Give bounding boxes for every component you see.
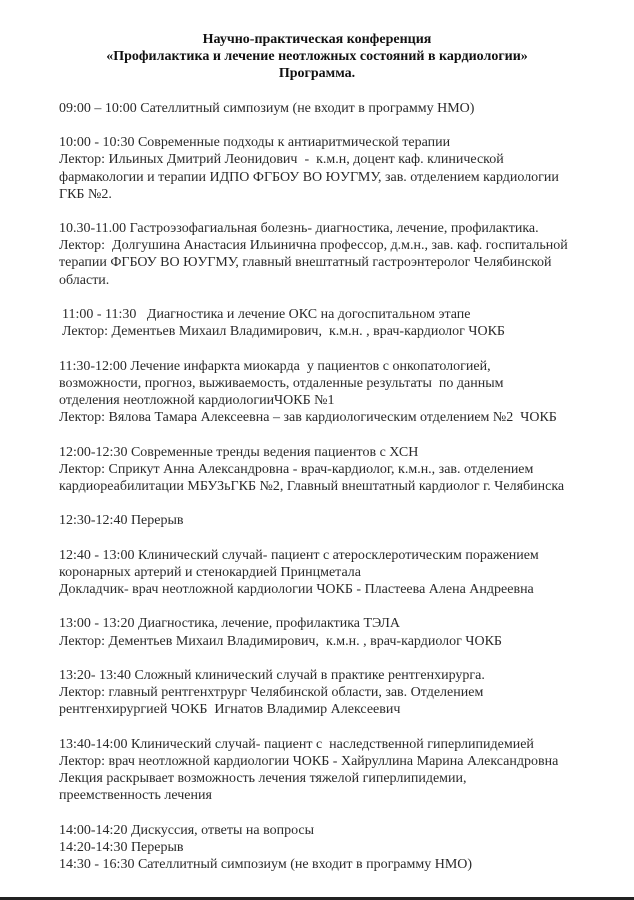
conference-type: Научно-практическая конференция [202,32,432,47]
program-item-detail: 14:20-14:30 Перерыв [59,839,184,855]
program-item-detail: ГКБ №2. [59,186,112,202]
program-item-detail: Лектор: Долгушина Анастасия Ильинична профессор, д.м.н., зав. каф. госпитальной [59,238,568,254]
program-heading: Программа. [278,66,356,82]
program-item [0,667,634,719]
program-item-detail: Докладчик- врач неотложной кардиологии ЧОКБ - Пластеева Алена Андреевна [59,582,534,597]
program-item-detail: Лектор: Дементьев Михаил Владимирович, к.м.н. , врач-кардиолог ЧОКБ [62,324,505,340]
program-item [0,615,634,649]
spacer [0,289,634,306]
program-item-title: 11:30-12:00 Лечение инфаркта миокарда у пациентов с онкопатологией, [59,358,491,374]
program-item-detail: Лектор: Ильиных Дмитрий Леонидович - к.м.н, доцент каф. клинической [59,152,504,168]
spacer [0,529,634,546]
program-item-title: 13:20- 13:40 Сложный клинический случай в практике рентгенхирурга. [59,667,485,683]
program-item-detail: Лектор: главный рентгенхтрург Челябинской области, зав. Отделением [59,685,484,701]
program-item-title: 12:00-12:30 Современные тренды ведения пациентов с ХСН [59,444,419,460]
program-item-title: 09:00 – 10:00 Сателлитный симпозиум (не входит в программу НМО) [59,100,475,116]
program-list [0,83,634,874]
program-item-title: 13:40-14:00 Клинический случай- пациент с наследственной гиперлипидемией [59,736,534,752]
program-item-detail: Лектор: Вялова Тамара Алексеевна – зав кардиологическим отделением №2 ЧОКБ [59,410,557,426]
program-item-detail: 14:30 - 16:30 Сателлитный симпозиум (не входит в программу НМО) [59,857,473,872]
program-item [0,444,634,496]
program-item-detail: кардиореабилитации МБУЗьГКБ №2, Главный внештатный кардиолог г. Челябинска [59,478,565,494]
program-item-title: 13:00 - 13:20 Диагностика, лечение, профилактика ТЭЛА [59,616,401,632]
program-item-title: 14:00-14:20 Дискуссия, ответы на вопросы [59,822,315,838]
spacer [0,340,634,357]
program-item-detail: Лектор: Сприкут Анна Александровна - врач-кардиолог, к.м.н., зав. отделением [59,461,534,477]
spacer [0,650,634,667]
program-document [0,31,634,873]
program-item [0,306,634,340]
spacer [0,719,634,736]
document-title [0,31,634,83]
program-item [0,512,634,529]
program-item-detail: отделения неотложной кардиологииЧОКБ №1 [59,392,335,408]
program-item-detail: Лекция раскрывает возможность лечения тяжелой гиперлипидемии, [59,771,467,787]
program-item [0,358,634,427]
program-item-detail: коронарных артерий и стенокардией Принцметала [59,564,361,580]
program-item [0,100,634,117]
program-item-title: 12:40 - 13:00 Клинический случай- пациент с атеросклеротическим поражением [59,547,539,563]
program-item-title: 10.30-11.00 Гастроэзофагиальная болезнь- диагностика, лечение, профилактика. [59,221,539,237]
program-item [0,822,634,874]
program-item [0,736,634,805]
program-item-detail: области. [59,272,110,288]
spacer [0,83,634,100]
program-item-detail: фармакологии и терапии ИДПО ФГБОУ ВО ЮУГМУ, зав. отделением кардиологии [59,169,559,185]
program-item [0,134,634,203]
spacer [0,203,634,220]
program-item [0,547,634,599]
program-item-detail: Лектор: врач неотложной кардиологии ЧОКБ - Хайруллина Марина Александровна [59,753,559,769]
spacer [0,426,634,443]
spacer [0,598,634,615]
program-item-title: 11:00 - 11:30 Диагностика и лечение ОКС на догоспитальном этапе [62,307,471,322]
program-item-detail: возможности, прогноз, выживаемость, отдаленные результаты по данным [59,375,504,391]
program-item-detail: Лектор: Дементьев Михаил Владимирович, к.м.н. , врач-кардиолог ЧОКБ [59,633,502,649]
conference-name: «Профилактика и лечение неотложных состояний в кардиологии» [106,49,528,65]
program-item-title: 12:30-12:40 Перерыв [59,513,184,529]
program-item-title: 10:00 - 10:30 Современные подходы к антиаритмической терапии [59,135,451,151]
spacer [0,117,634,134]
spacer [0,804,634,821]
program-item-detail: преемственность лечения [59,788,212,804]
program-item-detail: рентгенхирургией ЧОКБ Игнатов Владимир Алексеевич [59,702,401,718]
program-item [0,220,634,289]
program-item-detail: терапии ФГБОУ ВО ЮУГМУ, главный внештатный гастроэнтеролог Челябинской [59,255,552,271]
spacer [0,495,634,512]
